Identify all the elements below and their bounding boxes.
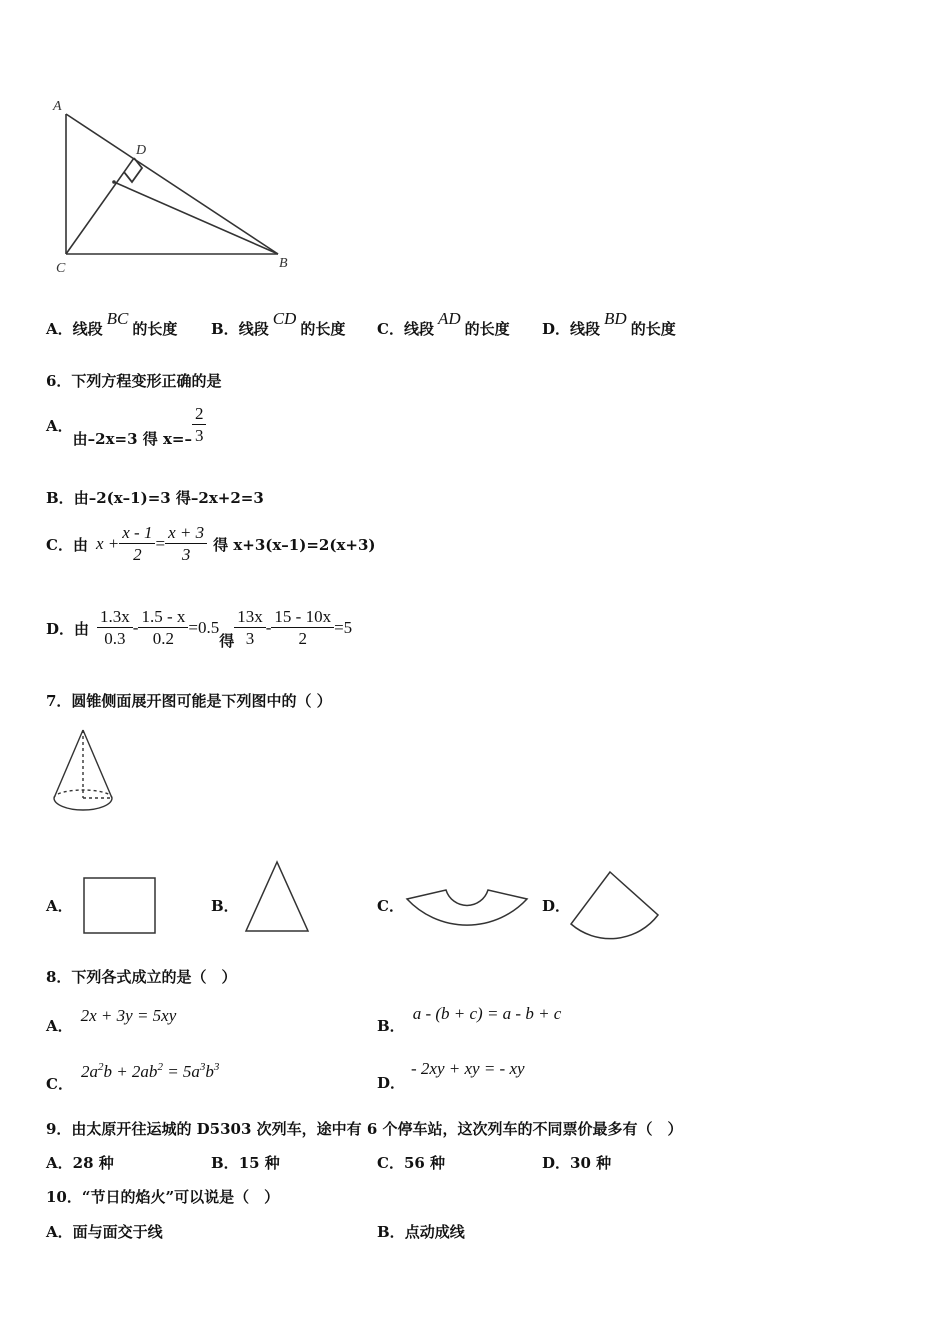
fraction: $\frac{1.3x}{0.3}$ <box>97 607 133 650</box>
label-b: B <box>279 256 288 271</box>
label-c: C <box>56 261 66 276</box>
q6-option-d[interactable]: D． 由 $\frac{1.3x}{0.3}$ - $\frac{1.5 - x}{0.2}$ =0.5 得 $\frac{13x}{3}$ - $\frac{15 - 10x}{2}$ =5 <box>46 606 353 650</box>
fraction: $\frac{x + 3}{3}$ <box>165 523 207 566</box>
q5-option-d[interactable]: D．线段BD的长度 <box>542 309 676 338</box>
q5-option-b[interactable]: B．线段CD的长度 <box>211 309 346 338</box>
q10-option-b[interactable]: B．点动成线 <box>377 1223 465 1241</box>
q8-option-a[interactable]: A．2x + 3y = 5xy <box>46 1006 177 1035</box>
triangle-figure <box>48 96 298 276</box>
fraction: $\frac{1.5 - x}{0.2}$ <box>138 607 188 650</box>
q9-stem: 9．由太原开往运城的 D5303 次列车，途中有 6 个停车站，这次列车的不同票价最多有（ ） <box>46 1120 683 1138</box>
sector-option[interactable] <box>568 869 662 941</box>
q5-option-a[interactable]: A．线段BC的长度 <box>46 309 178 338</box>
q9-option-c[interactable]: C．56 种 <box>377 1154 446 1172</box>
segment-label: CD <box>272 309 297 328</box>
fraction: $\frac{2}{3}$ <box>192 404 207 447</box>
equation: $2a^2b + 2ab^2 = 5a^3b^3$ <box>80 1061 220 1081</box>
annular-sector-option[interactable] <box>404 884 530 940</box>
q9-option-d[interactable]: D．30 种 <box>542 1154 612 1172</box>
q7-option-b-label[interactable]: B． <box>211 897 239 915</box>
side-ab <box>66 114 278 254</box>
q7-stem: 7．圆锥侧面展开图可能是下列图中的（ ） <box>46 692 332 710</box>
q9-option-b[interactable]: B．15 种 <box>211 1154 280 1172</box>
fraction: $\frac{13x}{3}$ <box>234 607 266 650</box>
square-option[interactable] <box>82 876 158 936</box>
q9-option-a[interactable]: A．28 种 <box>46 1154 114 1172</box>
q8-option-d[interactable]: D．- 2xy + xy = - xy <box>377 1059 525 1092</box>
q6-option-c[interactable]: C． 由 x + $\frac{x - 1}{2}$ = $\frac{x + 3}{3}$ 得 x+3(x–1)=2(x+3) <box>46 522 376 564</box>
label-d: D <box>136 143 147 158</box>
label-a: A <box>53 99 62 114</box>
segment-label: BC <box>106 309 129 328</box>
q5-option-c[interactable]: C．线段AD的长度 <box>377 309 510 338</box>
q6-option-a[interactable]: A． 由–2x=3 得 x=– $\frac{2}{3}$ <box>46 402 206 449</box>
fraction: $\frac{x - 1}{2}$ <box>119 523 155 566</box>
segment-label: AD <box>437 309 461 328</box>
segment-to-b <box>114 182 278 254</box>
q7-option-a-label[interactable]: A． <box>46 897 73 915</box>
q8-stem: 8．下列各式成立的是（ ） <box>46 968 237 986</box>
q7-option-c-label[interactable]: C． <box>377 897 404 915</box>
cone-figure <box>50 726 120 821</box>
fraction: $\frac{15 - 10x}{2}$ <box>271 607 334 650</box>
q10-stem: 10．“节日的焰火”可以说是（ ） <box>46 1188 280 1206</box>
q6-option-b[interactable]: B．由–2(x–1)=3 得–2x+2=3 <box>46 489 264 507</box>
segment-label: BD <box>604 309 627 328</box>
q6-stem: 6．下列方程变形正确的是 <box>46 372 222 390</box>
q8-option-c[interactable]: C．$2a^2b + 2ab^2 = 5a^3b^3$ <box>46 1061 220 1093</box>
q8-option-b[interactable]: B．a - (b + c) = a - b + c <box>377 1004 562 1035</box>
triangle-option[interactable] <box>243 859 313 935</box>
q10-option-a[interactable]: A．面与面交于线 <box>46 1223 163 1241</box>
q7-option-d-label[interactable]: D． <box>542 897 571 915</box>
